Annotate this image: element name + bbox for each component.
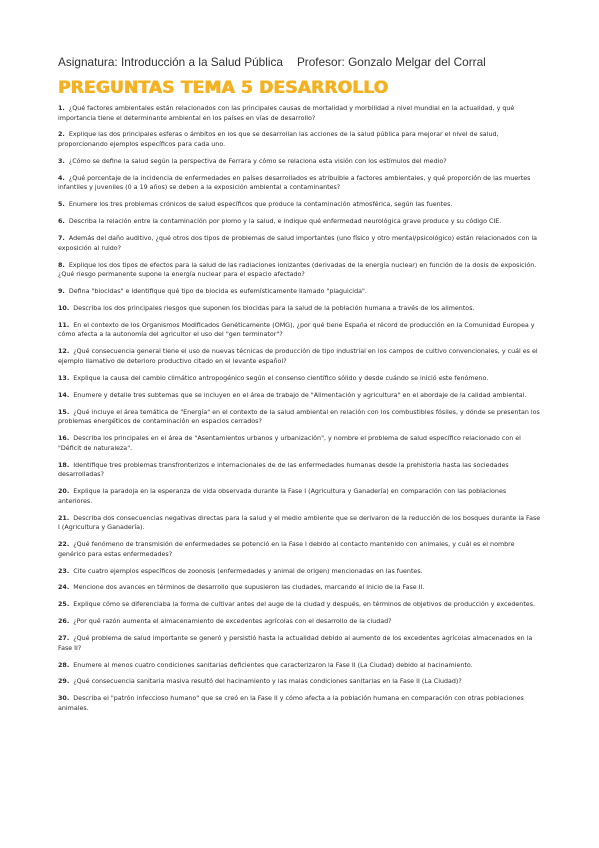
question-item — [58, 540, 541, 559]
question-text: Describa dos consecuencias negativas directas para la salud y el medio ambiente que se derivaron de la reducción de los bosques durante la Fase I (Agricultura y Ganadería). — [58, 514, 541, 532]
question-number: 13. — [58, 374, 70, 382]
question-number: 2. — [58, 131, 65, 139]
question-item — [58, 347, 541, 366]
question-number: 14. — [58, 391, 70, 399]
question-number: 29. — [58, 678, 70, 686]
course-header — [58, 55, 541, 69]
question-number: 28. — [58, 661, 70, 669]
question-number: 15. — [58, 408, 70, 416]
question-number: 20. — [58, 488, 70, 496]
question-item — [58, 583, 541, 593]
question-text: Mencione dos avances en términos de desarrollo que supusieron las ciudades, marcando el inicio de la Fase II. — [73, 584, 425, 592]
question-item — [58, 174, 541, 193]
question-item — [58, 130, 541, 149]
question-number: 26. — [58, 618, 70, 626]
question-text: Explique los dos tipos de efectos para la salud de las radiaciones ionizantes (derivadas de la energía nuclear) en función de la dosis de exposición. ¿Qué riesgo permanente supone la energía nuclear para el espacio afectado? — [58, 261, 537, 279]
question-number: 25. — [58, 601, 70, 609]
question-number: 30. — [58, 695, 70, 703]
question-item — [58, 304, 541, 314]
question-list — [58, 104, 541, 714]
question-text: Defina "biocidas" e identifique qué tipo de biocida es eufemísticamente llamado "plaguicida". — [68, 288, 367, 296]
question-text: ¿Qué consecuencia sanitaria masiva resultó del hacinamiento y las malas condiciones sanitarias en la Fase II (La Ciudad)? — [73, 678, 462, 686]
question-number: 7. — [58, 235, 65, 243]
question-number: 11. — [58, 321, 70, 329]
question-text: ¿Qué fenómeno de transmisión de enfermedades se potenció en la Fase I debido al contacto mantenido con animales, y cuál es el nombre genérico para estas enfermedades? — [58, 541, 515, 558]
question-item — [58, 391, 541, 401]
question-number: 27. — [58, 635, 70, 643]
question-text: ¿Qué problema de salud importante se generó y persistió hasta la actualidad debido al aumento de los excedentes agrícolas almacenados en la Fase II? — [58, 635, 533, 652]
question-item — [58, 634, 541, 653]
question-number: 4. — [58, 174, 65, 182]
page-title: PREGUNTAS TEMA 5 DESARROLLO — [58, 78, 389, 98]
professor-label: Profesor: Gonzalo Melgar del Corral — [296, 55, 486, 69]
question-text: Describa la relación entre la contaminación por plomo y la salud, e indique qué enfermedad neurológica grave produce y su código CIE. — [68, 218, 502, 226]
question-number: 6. — [58, 218, 65, 226]
question-item — [58, 487, 541, 506]
question-text: Identifique tres problemas transfronterizos e internacionales de de las enfermedades humanas desde la prehistoria hasta las sociedades desarrolladas? — [58, 461, 509, 479]
question-number: 22. — [58, 541, 70, 549]
question-text: ¿Qué consecuencia general tiene el uso de nuevas técnicas de producción de tipo industrial en los campos de cultivo convencionales, y cuál es el ejemplo llamativo de deterioro productivo citado en el levante español? — [58, 348, 538, 365]
question-item — [58, 514, 541, 533]
question-item — [58, 287, 541, 297]
question-item — [58, 434, 541, 453]
question-item — [58, 694, 541, 713]
subject-label: Asignatura: Introducción a la Salud Pública — [58, 55, 283, 69]
question-text: Enumere y detalle tres subtemas que se incluyen en el área de trabajo de "Alimentación y agricultura" en el abordaje de la calidad ambiental. — [73, 391, 527, 399]
question-number: 5. — [58, 201, 65, 209]
question-text: Explique la paradoja en la esperanza de vida observada durante la Fase I (Agricultura y Ganadería) en comparación con las poblaciones anteriores. — [58, 488, 507, 505]
question-number: 24. — [58, 584, 70, 592]
question-item — [58, 461, 541, 480]
question-text: Enumere al menos cuatro condiciones sanitarias deficientes que caracterizaron la Fase II (La Ciudad) debido al hacinamiento. — [73, 661, 473, 669]
question-text: ¿Qué incluye el área temática de "Energía" en el contexto de la salud ambiental en relación con los combustibles fósiles, y dónde se presentan los problemas energéticos de contaminación en espacios cerrados? — [58, 408, 540, 426]
question-item — [58, 567, 541, 577]
question-text: Describa el "patrón infeccioso humano" que se creó en la Fase II y cómo afecta a la población humana en comparación con otras poblaciones animales. — [58, 695, 524, 712]
question-number: 23. — [58, 567, 70, 575]
question-item — [58, 234, 541, 253]
question-text: ¿Qué porcentaje de la incidencia de enfermedades en países desarrollados es atribuible a factores ambientales, y qué proporción de las muertes infantiles y juveniles (0 a 19 años) se deben a la exposición ambiental a contaminantes? — [58, 174, 531, 192]
question-item — [58, 677, 541, 687]
question-item — [58, 374, 541, 384]
question-item — [58, 617, 541, 627]
question-number: 12. — [58, 348, 70, 356]
question-number: 21. — [58, 514, 70, 522]
question-text: Explique cómo se diferenciaba la forma de cultivar antes del auge de la ciudad y después, en términos de objetivos de producción y excedentes. — [73, 601, 536, 609]
question-item — [58, 157, 541, 167]
question-text: Cite cuatro ejemplos específicos de zoonosis (enfermedades y animal de origen) mencionadas en las fuentes. — [73, 567, 423, 575]
question-text: ¿Qué factores ambientales están relacionados con las principales causas de mortalidad y morbilidad a nivel mundial en la actualidad, y qué importancia tiene el determinante ambiental en los países en vías de desarrollo? — [58, 105, 515, 122]
question-item — [58, 200, 541, 210]
question-text: Explique las dos principales esferas o ámbitos en los que se desarrollan las acciones de la salud pública para mejorar el nivel de salud, proporcionando ejemplos específicos para cada uno. — [58, 131, 499, 149]
question-item — [58, 261, 541, 280]
question-text: Enumere los tres problemas crónicos de salud específicos que produce la contaminación atmosférica, según las fuentes. — [68, 201, 453, 209]
question-text: En el contexto de los Organismos Modificados Genéticamente (OMG), ¿por qué tiene España el récord de producción en la Comunidad Europea y cómo afecta a la autonomía del agricultor el uso del "gen terminator"? — [58, 321, 535, 339]
question-item — [58, 408, 541, 427]
question-text: ¿Cómo se define la salud según la perspectiva de Ferrara y cómo se relaciona esta visión con los estímulos del medio? — [68, 157, 447, 165]
question-text: Describa los principales en el área de "Asentamientos urbanos y urbanización", y nombre el problema de salud específico relacionado con el "Déficit de naturaleza". — [58, 435, 521, 452]
question-item — [58, 104, 541, 123]
question-text: Describa los dos principales riesgos que suponen los biocidas para la salud de la población humana a través de los alimentos. — [73, 304, 475, 312]
question-number: 9. — [58, 288, 65, 296]
question-number: 16. — [58, 435, 70, 443]
question-item — [58, 661, 541, 671]
question-item — [58, 217, 541, 227]
question-item — [58, 321, 541, 340]
question-text: Además del daño auditivo, ¿qué otros dos tipos de problemas de salud importantes (uno físico y otro mental/psicológico) están relacionados con la exposición al ruido? — [58, 235, 538, 252]
question-number: 3. — [58, 157, 65, 165]
question-number: 1. — [58, 105, 65, 112]
question-text: Explique la causa del cambio climático antropogénico según el consenso científico sólido y desde cuándo se inició este fenómeno. — [73, 374, 489, 382]
question-item — [58, 600, 541, 610]
question-number: 18. — [58, 461, 70, 469]
question-number: 8. — [58, 261, 65, 269]
question-text: ¿Por qué razón aumenta el almacenamiento de excedentes agrícolas con el desarrollo de la ciudad? — [73, 618, 392, 626]
question-number: 10. — [58, 304, 70, 312]
